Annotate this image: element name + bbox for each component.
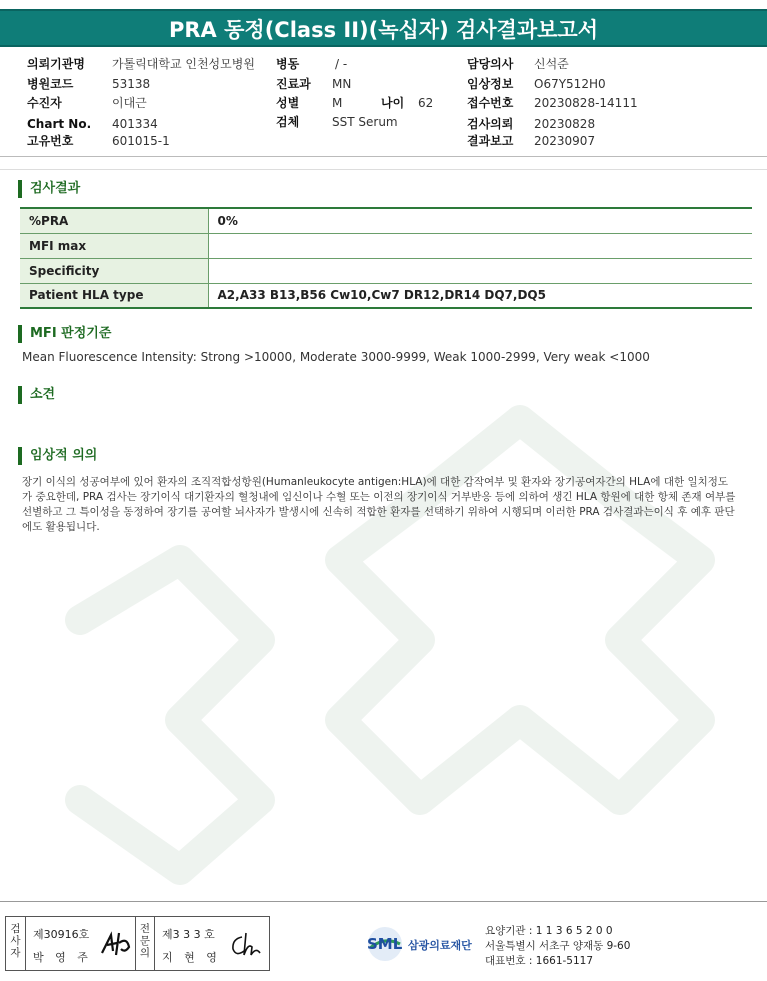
table-row <box>20 258 752 283</box>
tester-label: 검 사 자 <box>6 917 26 970</box>
result-value <box>208 258 752 283</box>
report-date-value: 20230907 <box>534 134 596 148</box>
table-row <box>20 208 752 233</box>
table-row <box>20 233 752 258</box>
clinical-section-title: 임상적 의의 <box>18 447 97 465</box>
phone-number: 대표번호 : 1661-5117 <box>485 955 594 967</box>
foundation-name: 삼광의료재단 <box>408 939 472 952</box>
result-key: Patient HLA type <box>20 283 208 308</box>
signature-box <box>5 916 270 971</box>
request-date-value: 20230828 <box>534 117 596 131</box>
mfi-section-title: MFI 판정기준 <box>18 325 111 343</box>
dept-value: MN <box>332 77 352 91</box>
report-title: PRA 동정(Class II)(녹십자) 검사결과보고서 <box>0 9 767 47</box>
specimen-value: SST Serum <box>332 115 398 129</box>
result-value: 0% <box>208 208 752 233</box>
specialist-label: 전 문 의 <box>135 917 155 970</box>
hospital-code-value: 53138 <box>112 77 151 91</box>
tester-signature-icon <box>99 929 133 959</box>
doctor-label: 담당의사 <box>467 57 514 71</box>
patient-value: 이대근 <box>112 96 147 110</box>
unique-no-label: 고유번호 <box>27 134 74 148</box>
specialist-signature-icon <box>228 929 264 961</box>
receipt-no-value: 20230828-14111 <box>534 96 638 110</box>
header-divider-2 <box>0 169 767 170</box>
doctor-value: 신석준 <box>534 57 569 71</box>
clinical-info-value: O67Y512H0 <box>534 77 606 91</box>
results-table <box>20 207 752 309</box>
request-date-label: 검사의뢰 <box>467 117 514 131</box>
results-section-title: 검사결과 <box>18 180 80 198</box>
ward-label: 병동 <box>276 57 300 71</box>
tester-name: 박 영 주 <box>33 951 92 964</box>
footer-divider <box>0 901 767 902</box>
mfi-criteria-text: Mean Fluorescence Intensity: Strong >10000, Moderate 3000-9999, Weak 1000-2999, Very weak <1000 <box>22 350 650 364</box>
tester-cell <box>27 917 135 970</box>
result-value <box>208 233 752 258</box>
specialist-name: 지 현 영 <box>162 951 221 964</box>
report-date-label: 결과보고 <box>467 134 514 148</box>
clinical-info-label: 임상정보 <box>467 77 514 91</box>
sex-value: M <box>332 96 343 110</box>
dept-label: 진료과 <box>276 77 311 91</box>
result-value: A2,A33 B13,B56 Cw10,Cw7 DR12,DR14 DQ7,DQ5 <box>208 283 752 308</box>
age-value: 62 <box>418 96 434 110</box>
header-divider <box>0 156 767 157</box>
specialist-cell <box>156 917 269 970</box>
patient-label: 수진자 <box>27 96 62 110</box>
hospital-code-label: 병원코드 <box>27 77 74 91</box>
care-org-number: 요양기관 : 1 1 3 6 5 2 0 0 <box>485 925 613 937</box>
institution-value: 가톨릭대학교 인천성모병원 <box>112 57 255 71</box>
receipt-no-label: 접수번호 <box>467 96 514 110</box>
chart-no-value: 401334 <box>112 117 158 131</box>
specialist-number: 제3 3 3 호 <box>162 928 215 941</box>
address-block <box>485 924 630 969</box>
age-label: 나이 <box>381 96 405 110</box>
clinical-significance-text: 장기 이식의 성공여부에 있어 환자의 조직적합성항원(Humanleukocyte antigen:HLA)에 대한 감작여부 및 환자와 장기공여자간의 HLA에 대한 일치정도가 중요한데, PRA 검사는 장기이식 대기환자의 혈청내에 임신이나 수혈 또는 이전의 장기이식 거부반응 등에 의하여 생긴 HLA 항원에 대한 항체 존재 여부를 선별하고 그 특이성을 동정하여 장기를 공여할 뇌사자가 발생시에 신속히 적합한 환자를 선택하기 위하여 시행되며 이러한 PRA 검사결과는이식 후 예후 판단에도 활용됩니다. <box>22 476 736 533</box>
result-key: %PRA <box>20 208 208 233</box>
sex-label: 성별 <box>276 96 300 110</box>
address-text: 서울특별시 서초구 양재동 9-60 <box>485 940 631 952</box>
ward-value: / - <box>335 57 348 71</box>
specimen-label: 검체 <box>276 115 300 129</box>
logo-text: SML <box>367 935 403 953</box>
unique-no-value: 601015-1 <box>112 134 170 148</box>
tester-number: 제30916호 <box>33 928 90 941</box>
institution-label: 의뢰기관명 <box>27 57 85 71</box>
result-key: Specificity <box>20 258 208 283</box>
result-key: MFI max <box>20 233 208 258</box>
opinion-section-title: 소견 <box>18 386 55 404</box>
table-row <box>20 283 752 308</box>
chart-no-label: Chart No. <box>27 117 92 131</box>
